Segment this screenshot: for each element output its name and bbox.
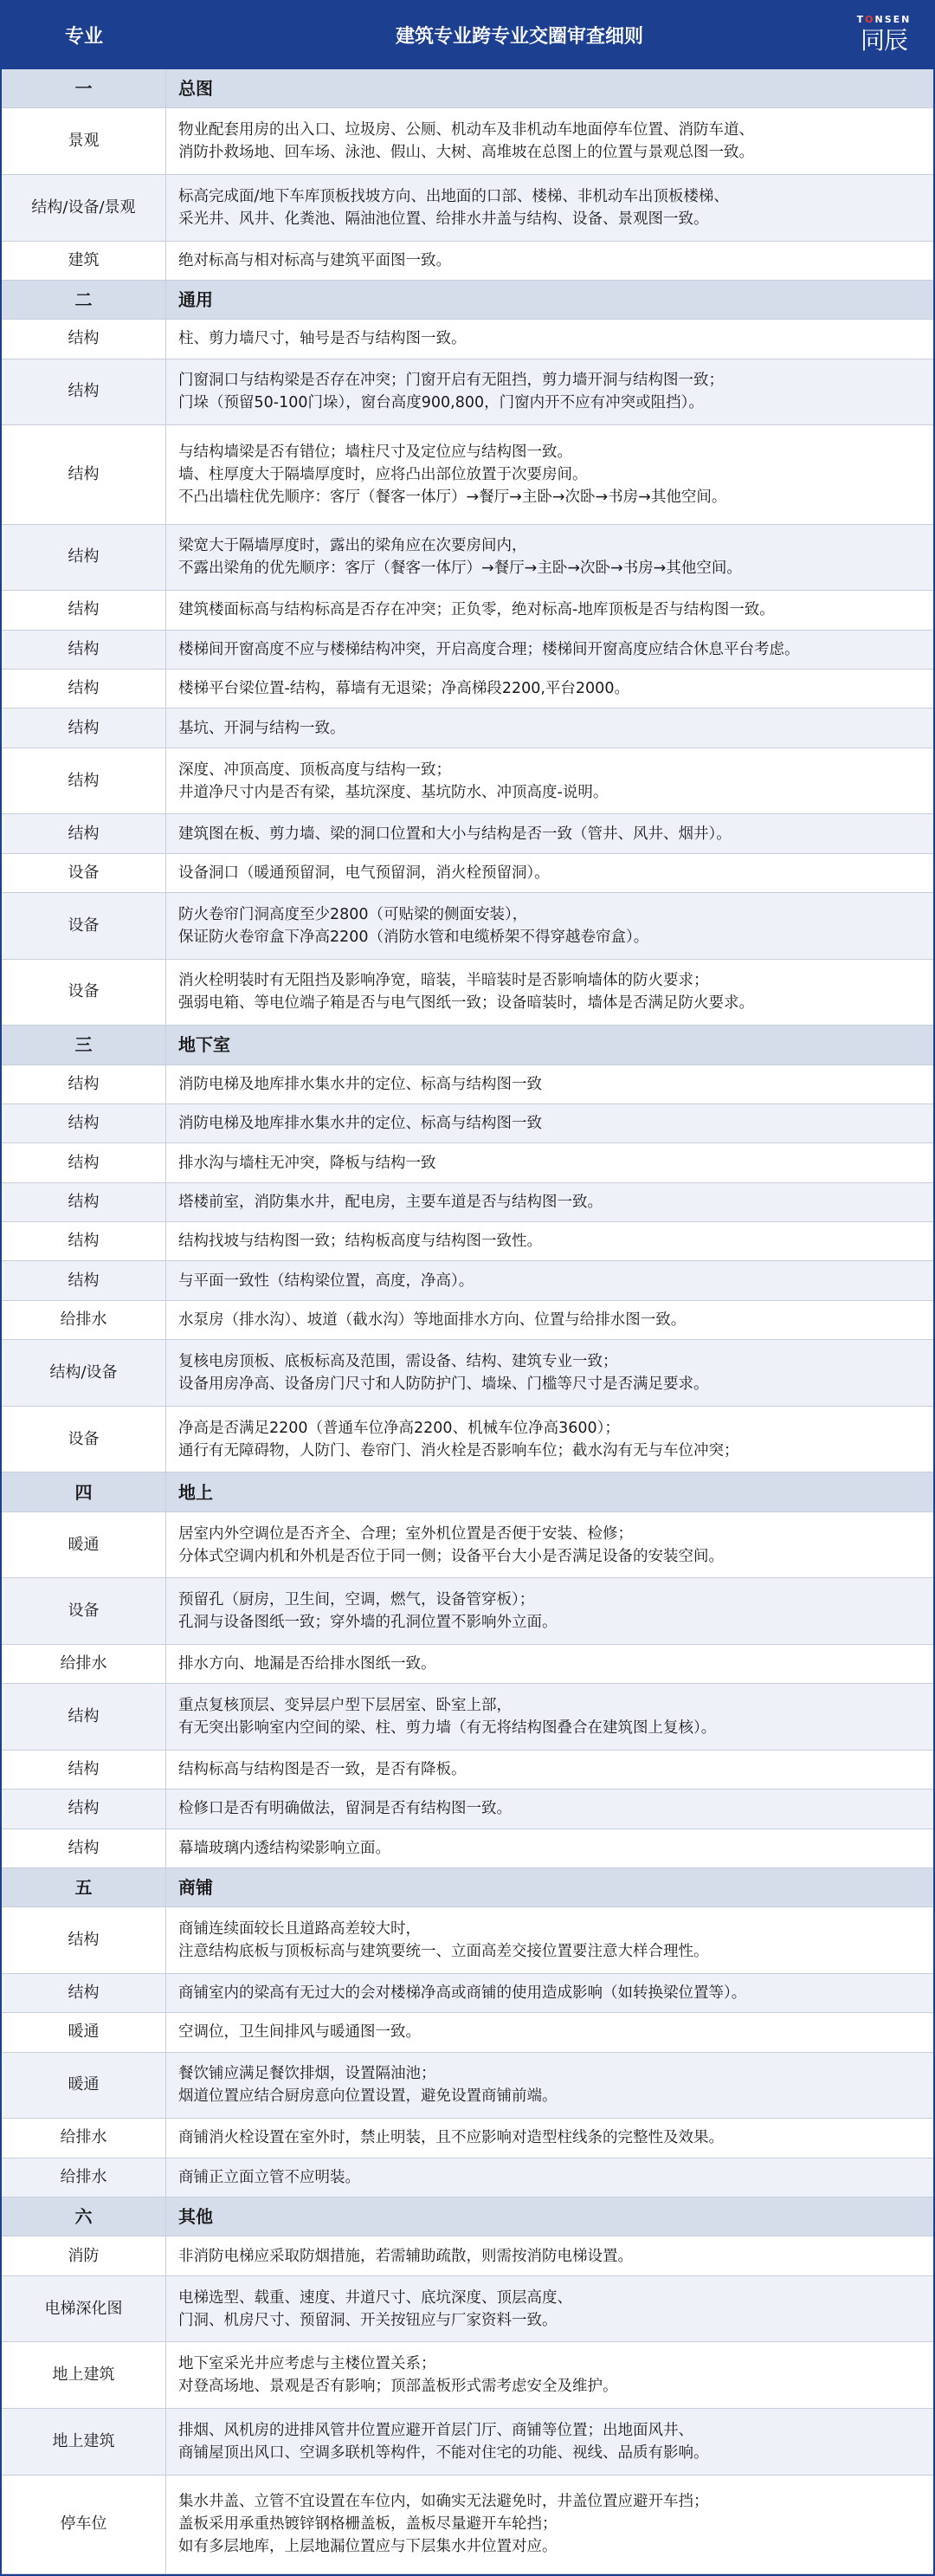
discipline-cell: 结构 <box>2 1222 166 1260</box>
table-row <box>2 854 933 893</box>
table-row <box>2 1301 933 1340</box>
discipline-cell: 结构 <box>2 425 166 523</box>
discipline-cell: 消防 <box>2 2236 166 2275</box>
requirement-line: 不露出梁角的优先顺序：客厅（餐客一体厅）→餐厅→主卧→次卧→书房→其他空间。 <box>178 560 742 578</box>
table-row <box>2 1829 933 1868</box>
requirement-line: 采光井、风井、化粪池、隔油池位置、给排水井盖与结构、设备、景观图一致。 <box>178 210 709 228</box>
table-row <box>2 1790 933 1828</box>
requirement-line: 不凸出墙柱优先顺序：客厅（餐客一体厅）→餐厅→主卧→次卧→书房→其他空间。 <box>178 488 727 506</box>
discipline-cell: 结构 <box>2 1751 166 1789</box>
discipline-cell: 结构 <box>2 1974 166 2012</box>
requirement-line: 井道净尺寸内是否有梁，基坑深度、基坑防水、冲顶高度-说明。 <box>178 783 609 801</box>
requirement-line: 强弱电箱、等电位端子箱是否与电气图纸一致；设备暗装时，墙体是否满足防火要求。 <box>178 994 754 1013</box>
section-number: 一 <box>2 69 166 107</box>
requirement-cell <box>166 748 933 814</box>
requirement-line: 防火卷帘门洞高度至少2800（可贴梁的侧面安装）， <box>178 905 528 923</box>
table-row <box>2 1183 933 1222</box>
requirement-line: 水泵房（排水沟）、坡道（截水沟）等地面排水方向、位置与给排水图一致。 <box>178 1311 687 1329</box>
requirement-line: 净高是否满足2200（普通车位净高2200、机械车位净高3600）； <box>178 1419 620 1437</box>
requirement-line: 商铺屋顶出风口、空调多联机等构件，不能对住宅的功能、视线、品质有影响。 <box>178 2443 709 2462</box>
discipline-cell: 景观 <box>2 108 166 174</box>
section-title: 地下室 <box>178 1034 230 1056</box>
discipline-cell: 设备 <box>2 1407 166 1472</box>
requirement-cell <box>166 1829 933 1867</box>
requirement-line: 孔洞与设备图纸一致；穿外墙的孔洞位置不影响外立面。 <box>178 1614 558 1632</box>
requirement-cell <box>166 1222 933 1260</box>
discipline-cell: 停车位 <box>2 2476 166 2573</box>
requirement-line: 商铺正立面立管不应明装。 <box>178 2168 360 2186</box>
discipline-cell: 暖通 <box>2 2013 166 2051</box>
discipline-cell: 结构 <box>2 1907 166 1973</box>
discipline-cell: 结构 <box>2 525 166 591</box>
table-row <box>2 242 933 281</box>
requirement-cell <box>166 709 933 747</box>
requirement-line: 梁宽大于隔墙厚度时，露出的梁角应在次要房间内， <box>178 537 527 555</box>
discipline-cell: 结构 <box>2 1065 166 1104</box>
discipline-cell: 给排水 <box>2 2119 166 2157</box>
requirement-cell <box>166 2119 933 2157</box>
requirement-line: 通行有无障碍物，人防门、卷帘门、消火栓是否影响车位；截水沟有无与车位冲突； <box>178 1441 739 1460</box>
table-row <box>2 960 933 1026</box>
table-row <box>2 1143 933 1182</box>
section-header-row <box>2 1026 933 1065</box>
discipline-cell: 结构/设备/景观 <box>2 175 166 241</box>
discipline-cell: 结构 <box>2 814 166 852</box>
table-row <box>2 2159 933 2197</box>
requirement-line: 设备用房净高、设备房门尺寸和人防防护门、墙垛、门槛等尺寸是否满足要求。 <box>178 1375 709 1393</box>
table-row <box>2 525 933 592</box>
requirement-line: 注意结构底板与顶板标高与建筑要统一、立面高差交接位置要注意大样合理性。 <box>178 1943 709 1961</box>
requirement-line: 商铺连续面较长且道路高差较大时， <box>178 1920 421 1938</box>
table-row <box>2 631 933 670</box>
table-row <box>2 2236 933 2275</box>
requirement-line: 地下室采光井应考虑与主楼位置关系； <box>178 2355 436 2373</box>
requirement-line: 保证防火卷帘盒下净高2200（消防水管和电缆桥架不得穿越卷帘盒）。 <box>178 928 649 946</box>
requirement-line: 复核电房顶板、底板标高及范围，需设备、结构、建筑专业一致； <box>178 1352 618 1370</box>
requirement-line: 商铺室内的梁高有无过大的会对楼梯净高或商铺的使用造成影响（如转换梁位置等）。 <box>178 1984 747 2003</box>
discipline-cell: 结构 <box>2 1143 166 1181</box>
section-header-row <box>2 1868 933 1907</box>
requirement-line: 居室内外空调位是否齐全、合理；室外机位置是否便于安装、检修； <box>178 1524 633 1543</box>
discipline-cell: 设备 <box>2 1578 166 1644</box>
discipline-cell: 结构 <box>2 709 166 747</box>
section-header-row <box>2 1472 933 1511</box>
table-row <box>2 2476 933 2574</box>
requirement-cell <box>166 1143 933 1181</box>
requirement-line: 塔楼前室，消防集水井，配电房，主要车道是否与结构图一致。 <box>178 1193 603 1211</box>
requirement-line: 结构找坡与结构图一致；结构板高度与结构图一致性。 <box>178 1233 542 1251</box>
requirement-cell <box>166 2013 933 2051</box>
table-row <box>2 1104 933 1143</box>
requirement-line: 预留孔（厨房，卫生间，空调，燃气，设备管穿板）； <box>178 1591 535 1609</box>
requirement-line: 物业配套用房的出入口、垃圾房、公厕、机动车及非机动车地面停车位置、消防车道、 <box>178 121 754 139</box>
requirement-line: 消防电梯及地库排水集水井的定位、标高与结构图一致 <box>178 1115 542 1133</box>
discipline-cell: 结构 <box>2 320 166 358</box>
discipline-cell: 结构/设备 <box>2 1340 166 1406</box>
discipline-cell: 结构 <box>2 1829 166 1867</box>
discipline-cell: 结构 <box>2 1790 166 1828</box>
table-row <box>2 1974 933 2013</box>
requirement-line: 建筑楼面标高与结构标高是否存在冲突；正负零，绝对标高-地库顶板是否与结构图一致。 <box>178 601 775 619</box>
table-row <box>2 359 933 426</box>
discipline-cell: 给排水 <box>2 1645 166 1683</box>
requirement-cell <box>166 1974 933 2012</box>
discipline-cell: 暖通 <box>2 2053 166 2119</box>
table-body <box>2 69 933 2574</box>
requirement-line: 排水方向、地漏是否给排水图纸一致。 <box>178 1655 436 1673</box>
requirement-line: 门垛（预留50-100门垛），窗台高度900,800，门窗内开不应有冲突或阻挡）。 <box>178 394 704 412</box>
discipline-cell: 设备 <box>2 893 166 959</box>
table-row <box>2 591 933 630</box>
requirement-line: 排水沟与墙柱无冲突，降板与结构一致 <box>178 1154 436 1172</box>
table-row <box>2 1261 933 1300</box>
requirement-line: 消防电梯及地库排水集水井的定位、标高与结构图一致 <box>178 1075 542 1093</box>
requirement-cell <box>166 960 933 1026</box>
discipline-cell: 结构 <box>2 1684 166 1750</box>
requirement-line: 集水井盖、立管不宜设置在车位内，如确实无法避免时，井盖位置应避开车挡； <box>178 2493 709 2511</box>
requirement-line: 与结构墙梁是否有错位；墙柱尺寸及定位应与结构图一致。 <box>178 443 572 461</box>
requirement-cell <box>166 108 933 174</box>
requirement-cell <box>166 1578 933 1644</box>
table-row <box>2 2013 933 2052</box>
section-number: 三 <box>2 1026 166 1064</box>
table-row <box>2 1907 933 1974</box>
brand-logo <box>850 14 918 57</box>
requirement-line: 幕墙玻璃内透结构梁影响立面。 <box>178 1839 390 1857</box>
requirement-line: 墙、柱厚度大于隔墙厚度时，应将凸出部位放置于次要房间。 <box>178 465 588 483</box>
discipline-cell: 结构 <box>2 631 166 669</box>
requirement-cell <box>166 591 933 629</box>
table-header <box>2 0 933 69</box>
requirement-cell <box>166 893 933 959</box>
header-discipline: 专业 <box>64 25 103 48</box>
requirement-line: 非消防电梯应采取防烟措施，若需辅助疏散，则需按消防电梯设置。 <box>178 2247 633 2265</box>
requirement-cell <box>166 242 933 280</box>
requirement-cell <box>166 2159 933 2197</box>
discipline-cell: 给排水 <box>2 1301 166 1339</box>
table-row <box>2 108 933 175</box>
discipline-cell: 暖通 <box>2 1512 166 1578</box>
table-row <box>2 1645 933 1684</box>
requirement-cell <box>166 1261 933 1299</box>
section-title: 总图 <box>178 78 213 100</box>
requirement-cell <box>166 1907 933 1973</box>
discipline-cell: 地上建筑 <box>2 2409 166 2475</box>
requirement-cell <box>166 670 933 708</box>
requirement-cell <box>166 2476 933 2573</box>
requirement-line: 建筑图在板、剪力墙、梁的洞口位置和大小与结构是否一致（管井、风井、烟井）。 <box>178 825 732 843</box>
requirement-cell <box>166 320 933 358</box>
requirement-cell <box>166 1407 933 1472</box>
requirement-cell <box>166 2342 933 2408</box>
requirement-cell <box>166 175 933 241</box>
requirement-line: 设备洞口（暖通预留洞，电气预留洞，消火栓预留洞）。 <box>178 864 550 882</box>
table-row <box>2 1512 933 1579</box>
table-row <box>2 2276 933 2343</box>
requirement-cell <box>166 2053 933 2119</box>
table-row <box>2 893 933 960</box>
discipline-cell: 电梯深化图 <box>2 2276 166 2342</box>
requirement-line: 与平面一致性（结构梁位置，高度，净高）。 <box>178 1272 474 1290</box>
requirement-cell <box>166 2236 933 2275</box>
table-row <box>2 748 933 815</box>
section-header-row <box>2 69 933 108</box>
discipline-cell: 结构 <box>2 591 166 629</box>
requirement-line: 门窗洞口与结构梁是否存在冲突；门窗开启有无阻挡，剪力墙开洞与结构图一致； <box>178 372 724 390</box>
requirement-line: 标高完成面/地下车库顶板找坡方向、出地面的口部、楼梯、非机动车出顶板楼梯、 <box>178 187 729 205</box>
section-number: 六 <box>2 2197 166 2236</box>
requirement-line: 商铺消火栓设置在室外时，禁止明装，且不应影响对造型柱线条的完整性及效果。 <box>178 2129 724 2147</box>
discipline-cell: 地上建筑 <box>2 2342 166 2408</box>
requirement-line: 绝对标高与相对标高与建筑平面图一致。 <box>178 251 451 269</box>
table-row <box>2 2409 933 2476</box>
requirement-line: 烟道位置应结合厨房意向位置设置，避免设置商铺前端。 <box>178 2087 558 2106</box>
requirement-line: 如有多层地库，上层地漏位置应与下层集水井位置对应。 <box>178 2538 558 2556</box>
table-row <box>2 425 933 524</box>
requirement-cell <box>166 1751 933 1789</box>
requirement-cell <box>166 1183 933 1221</box>
discipline-cell: 结构 <box>2 359 166 425</box>
discipline-cell: 设备 <box>2 854 166 892</box>
requirement-line: 消防扑救场地、回车场、泳池、假山、大树、高堆坡在总图上的位置与景观总图一致。 <box>178 144 754 162</box>
requirement-line: 对登高场地、景观是否有影响；顶部盖板形式需考虑安全及维护。 <box>178 2378 618 2396</box>
requirement-line: 盖板采用承重热镀锌钢格栅盖板，盖板尽量避开车轮挡； <box>178 2515 558 2534</box>
logo-english: TONSEN <box>856 14 912 25</box>
section-header-row <box>2 281 933 320</box>
requirement-cell <box>166 631 933 669</box>
section-title: 商铺 <box>178 1877 213 1899</box>
section-title: 其他 <box>178 2206 213 2228</box>
table-row <box>2 1751 933 1790</box>
discipline-cell: 建筑 <box>2 242 166 280</box>
table-row <box>2 1684 933 1751</box>
section-number: 二 <box>2 281 166 319</box>
table-row <box>2 1407 933 1473</box>
table-row <box>2 1340 933 1407</box>
requirement-cell <box>166 359 933 425</box>
requirement-cell <box>166 1512 933 1578</box>
requirement-line: 分体式空调内机和外机是否位于同一侧；设备平台大小是否满足设备的安装空间。 <box>178 1547 724 1565</box>
table-row <box>2 670 933 709</box>
discipline-cell: 结构 <box>2 1183 166 1221</box>
requirement-line: 结构标高与结构图是否一致，是否有降板。 <box>178 1761 467 1779</box>
discipline-cell: 给排水 <box>2 2159 166 2197</box>
section-number: 四 <box>2 1472 166 1511</box>
requirement-line: 柱、剪力墙尺寸，轴号是否与结构图一致。 <box>178 330 467 348</box>
requirement-line: 门洞、机房尺寸、预留洞、开关按钮应与厂家资料一致。 <box>178 2311 558 2329</box>
requirement-cell <box>166 1104 933 1142</box>
section-title: 通用 <box>178 289 213 311</box>
discipline-cell: 设备 <box>2 960 166 1026</box>
requirement-line: 有无突出影响室内空间的梁、柱、剪力墙（有无将结构图叠合在建筑图上复核）。 <box>178 1719 717 1738</box>
section-number: 五 <box>2 1868 166 1906</box>
table-row <box>2 1578 933 1645</box>
table-row <box>2 175 933 242</box>
requirement-line: 电梯选型、载重、速度、井道尺寸、底坑深度、顶层高度、 <box>178 2288 572 2307</box>
requirement-line: 排烟、风机房的进排风管井位置应避开首层门厅、商铺等位置；出地面风井、 <box>178 2421 693 2439</box>
requirement-line: 空调位，卫生间排风与暖通图一致。 <box>178 2023 421 2042</box>
requirement-line: 检修口是否有明确做法，留洞是否有结构图一致。 <box>178 1800 512 1818</box>
requirement-line: 餐饮铺应满足餐饮排烟，设置隔油池； <box>178 2065 436 2083</box>
table-row <box>2 709 933 748</box>
table-row <box>2 2119 933 2158</box>
section-title: 地上 <box>178 1481 213 1503</box>
requirement-line: 深度、冲顶高度、顶板高度与结构一致； <box>178 761 451 779</box>
requirement-cell <box>166 854 933 892</box>
requirement-line: 重点复核顶层、变异层户型下层居室、卧室上部， <box>178 1697 512 1715</box>
discipline-cell: 结构 <box>2 670 166 708</box>
requirement-cell <box>166 1065 933 1104</box>
table-row <box>2 2053 933 2120</box>
logo-chinese: 同辰 <box>860 26 907 55</box>
table-row <box>2 814 933 853</box>
requirement-line: 基坑、开洞与结构一致。 <box>178 719 345 737</box>
header-title: 建筑专业跨专业交圈审查细则 <box>395 25 643 48</box>
requirement-cell <box>166 1790 933 1828</box>
table-row <box>2 1222 933 1261</box>
requirement-cell <box>166 1645 933 1683</box>
requirement-cell <box>166 525 933 591</box>
requirement-cell <box>166 2409 933 2475</box>
requirement-line: 楼梯平台梁位置-结构，幕墙有无退梁；净高梯段2200,平台2000。 <box>178 680 629 698</box>
requirement-line: 消火栓明装时有无阻挡及影响净宽，暗装，半暗装时是否影响墙体的防火要求； <box>178 972 709 990</box>
table-row <box>2 320 933 359</box>
requirement-cell <box>166 2276 933 2342</box>
section-header-row <box>2 2197 933 2236</box>
requirement-cell <box>166 1684 933 1750</box>
requirement-cell <box>166 1340 933 1406</box>
discipline-cell: 结构 <box>2 748 166 814</box>
discipline-cell: 结构 <box>2 1261 166 1299</box>
discipline-cell: 结构 <box>2 1104 166 1142</box>
requirement-cell <box>166 425 933 523</box>
table-row <box>2 1065 933 1104</box>
requirement-line: 楼梯间开窗高度不应与楼梯结构冲突，开启高度合理；楼梯间开窗高度应结合休息平台考虑。 <box>178 640 800 658</box>
table-row <box>2 2342 933 2409</box>
requirement-cell <box>166 1301 933 1339</box>
requirement-cell <box>166 814 933 852</box>
